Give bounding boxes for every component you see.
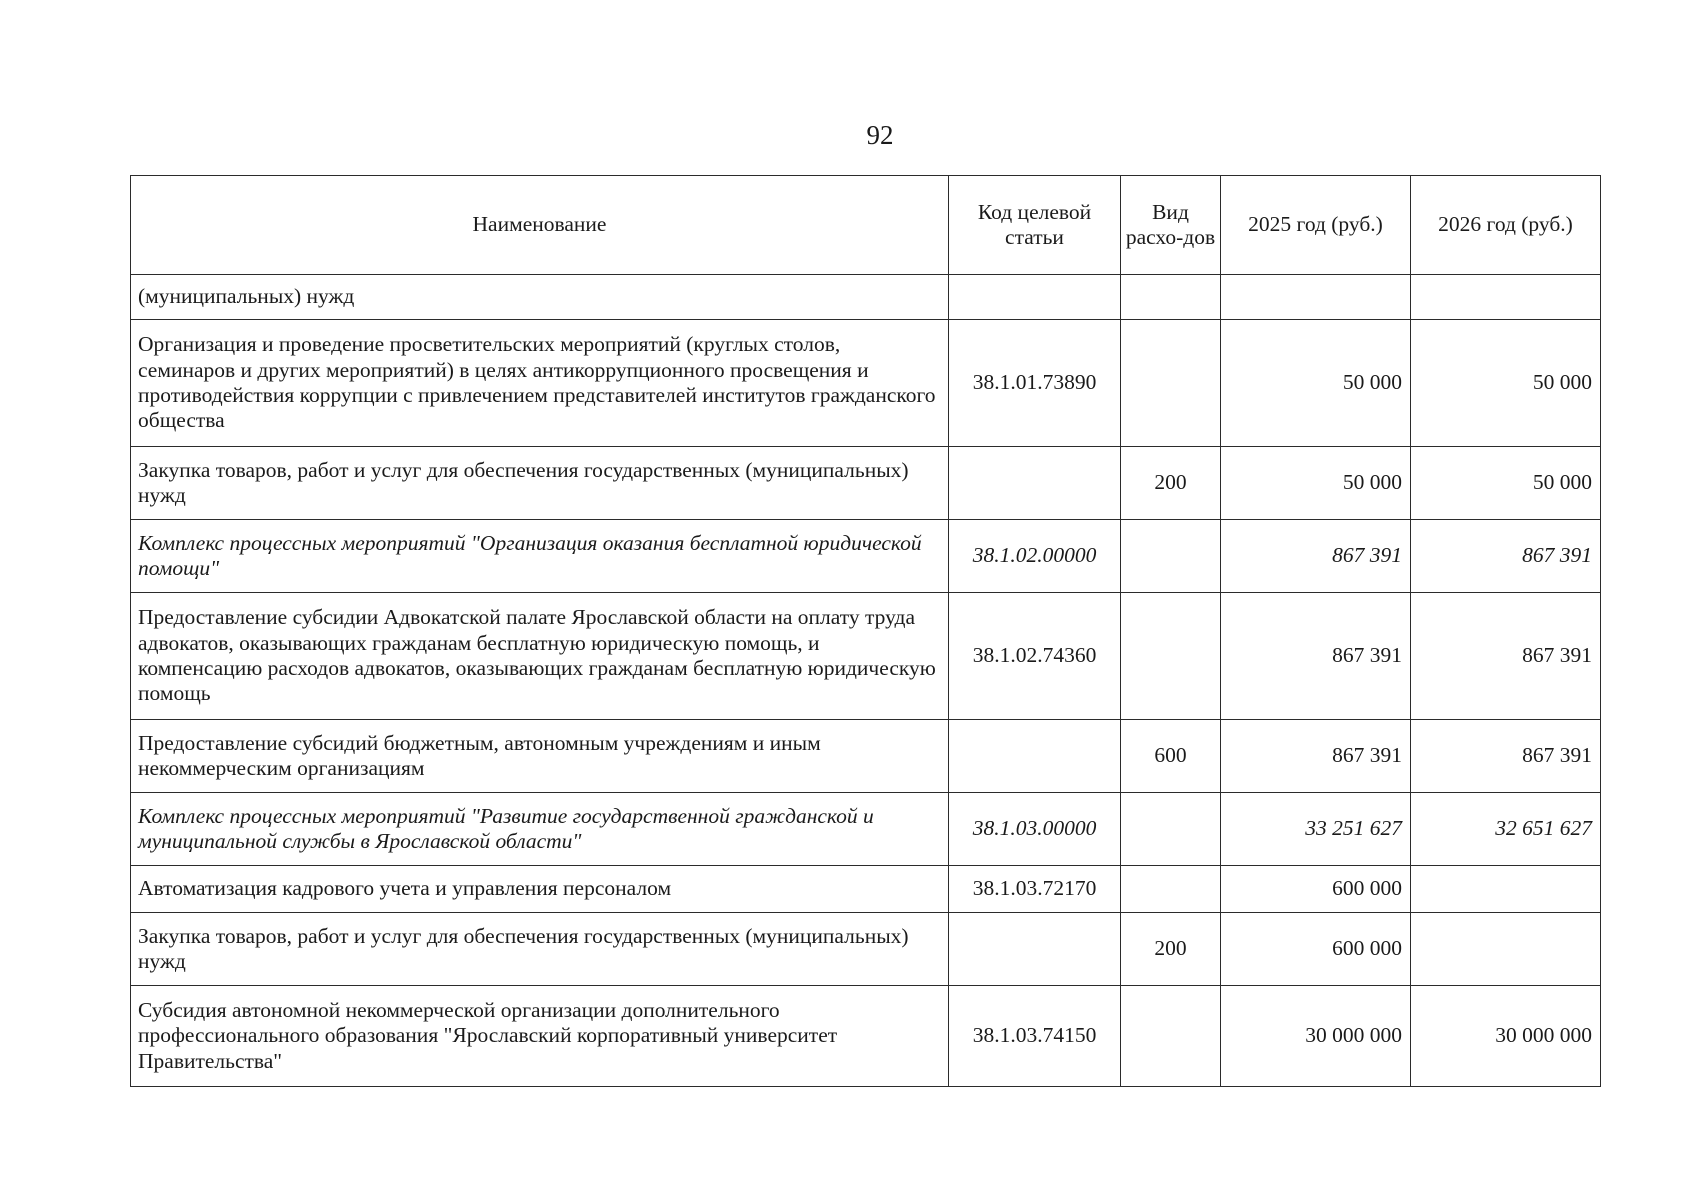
cell-2025: 867 391	[1221, 520, 1411, 593]
header-2026: 2026 год (руб.)	[1411, 176, 1601, 275]
cell-code	[949, 447, 1121, 520]
header-type: Вид расхо-дов	[1121, 176, 1221, 275]
cell-type	[1121, 793, 1221, 866]
header-2025: 2025 год (руб.)	[1221, 176, 1411, 275]
table-row	[131, 720, 1601, 793]
cell-2026	[1411, 866, 1601, 913]
cell-code: 38.1.01.73890	[949, 320, 1121, 447]
cell-code	[949, 913, 1121, 986]
cell-type: 200	[1121, 447, 1221, 520]
table-row-program-complex	[131, 793, 1601, 866]
cell-2026	[1411, 913, 1601, 986]
table-header-row	[131, 176, 1601, 275]
table-row-program-complex	[131, 520, 1601, 593]
table-row	[131, 447, 1601, 520]
table-row	[131, 275, 1601, 320]
cell-name: Закупка товаров, работ и услуг для обеспечения государственных (муниципальных) нужд	[131, 447, 949, 520]
table-row	[131, 866, 1601, 913]
cell-name: Предоставление субсидии Адвокатской палате Ярославской области на оплату труда адвокатов, оказывающих гражданам бесплатную юридическую помощь, и компенсацию расходов адвокатов, оказывающих гражданам бесплатную юридическую помощь	[131, 593, 949, 720]
cell-2026: 50 000	[1411, 320, 1601, 447]
page-number: 92	[866, 120, 894, 150]
cell-2025: 30 000 000	[1221, 986, 1411, 1087]
cell-2025: 50 000	[1221, 320, 1411, 447]
cell-name: Субсидия автономной некоммерческой организации дополнительного профессионального образования "Ярославский корпоративный университет Правительства"	[131, 986, 949, 1087]
cell-type	[1121, 320, 1221, 447]
cell-code: 38.1.03.72170	[949, 866, 1121, 913]
table-row	[131, 913, 1601, 986]
cell-type	[1121, 520, 1221, 593]
cell-type	[1121, 866, 1221, 913]
table-row	[131, 320, 1601, 447]
cell-type: 600	[1121, 720, 1221, 793]
header-code: Код целевой статьи	[949, 176, 1121, 275]
cell-2025	[1221, 275, 1411, 320]
cell-2025: 600 000	[1221, 913, 1411, 986]
cell-code	[949, 275, 1121, 320]
cell-2025: 867 391	[1221, 720, 1411, 793]
cell-name: (муниципальных) нужд	[131, 275, 949, 320]
cell-name: Комплекс процессных мероприятий "Развитие государственной гражданской и муниципальной службы в Ярославской области"	[131, 793, 949, 866]
budget-table	[130, 175, 1601, 1087]
cell-2026: 32 651 627	[1411, 793, 1601, 866]
cell-type: 200	[1121, 913, 1221, 986]
cell-type	[1121, 275, 1221, 320]
cell-2025: 600 000	[1221, 866, 1411, 913]
cell-name: Организация и проведение просветительских мероприятий (круглых столов, семинаров и других мероприятий) в целях антикоррупционного просвещения и противодействия коррупции с привлечением представителей институтов гражданского общества	[131, 320, 949, 447]
table-row	[131, 986, 1601, 1087]
cell-2026: 867 391	[1411, 520, 1601, 593]
cell-code: 38.1.02.00000	[949, 520, 1121, 593]
cell-2026: 50 000	[1411, 447, 1601, 520]
cell-2026: 867 391	[1411, 720, 1601, 793]
cell-code: 38.1.02.74360	[949, 593, 1121, 720]
cell-2026: 867 391	[1411, 593, 1601, 720]
cell-2025: 867 391	[1221, 593, 1411, 720]
cell-2026: 30 000 000	[1411, 986, 1601, 1087]
cell-type	[1121, 593, 1221, 720]
cell-name: Комплекс процессных мероприятий "Организация оказания бесплатной юридической помощи"	[131, 520, 949, 593]
cell-2025: 50 000	[1221, 447, 1411, 520]
cell-code: 38.1.03.00000	[949, 793, 1121, 866]
cell-2026	[1411, 275, 1601, 320]
header-name: Наименование	[131, 176, 949, 275]
cell-name: Предоставление субсидий бюджетным, автономным учреждениям и иным некоммерческим организациям	[131, 720, 949, 793]
cell-name: Автоматизация кадрового учета и управления персоналом	[131, 866, 949, 913]
cell-code: 38.1.03.74150	[949, 986, 1121, 1087]
table-row	[131, 593, 1601, 720]
cell-2025: 33 251 627	[1221, 793, 1411, 866]
cell-type	[1121, 986, 1221, 1087]
cell-code	[949, 720, 1121, 793]
cell-name: Закупка товаров, работ и услуг для обеспечения государственных (муниципальных) нужд	[131, 913, 949, 986]
